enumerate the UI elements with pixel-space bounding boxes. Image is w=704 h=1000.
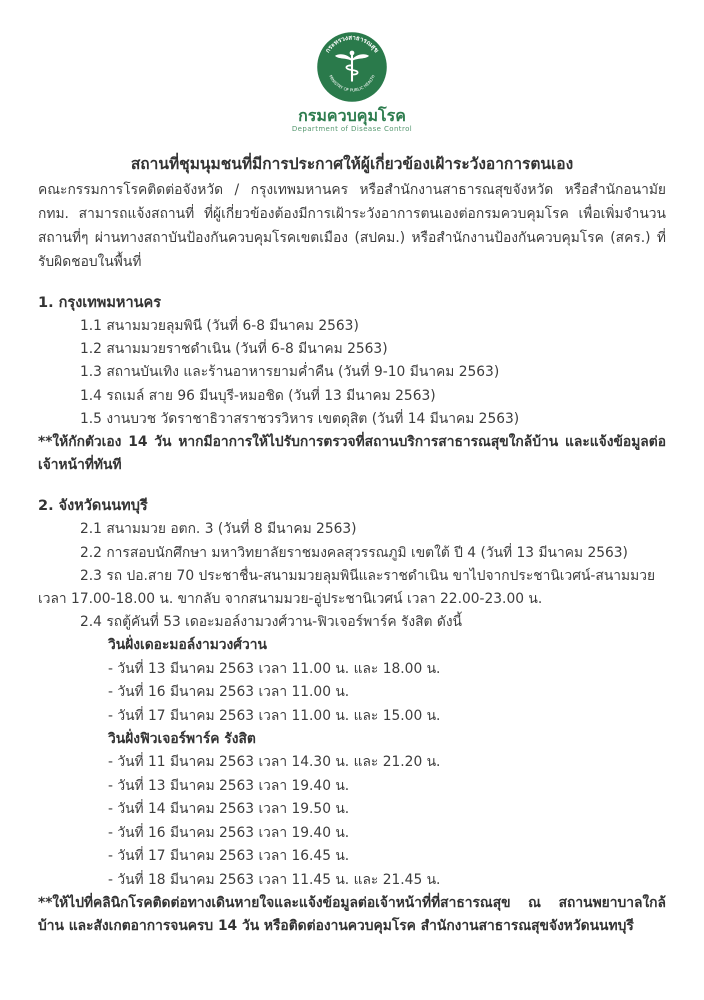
intro-paragraph: คณะกรรมการโรคติดต่อจังหวัด / กรุงเทพมหานคร หรือสำนักงานสาธารณสุขจังหวัด หรือสำนักอนามัย กทม. สามารถแจ้งสถานที่ ที่ผู้เกี่ยวข้องต้องมีการเฝ้าระวังอาการตนเองต่อกรมควบคุมโรค เพื่อเพิ่มจำนวนสถานที่ๆ ผ่านทางสถาบันป้องกันควบคุมโรคเขตเมือง (สปคม.) หรือสำนักงานป้องกันควบคุมโรค (สคร.) ที่รับผิดชอบในพื้นที่ <box>38 182 666 270</box>
sublist-entry: - วันที่ 17 มีนาคม 2563 เวลา 16.45 น. <box>108 848 350 865</box>
sublist-entry: - วันที่ 16 มีนาคม 2563 เวลา 19.40 น. <box>108 824 350 841</box>
section-heading-nonthaburi: 2. จังหวัดนนทบุรี <box>38 498 148 515</box>
moph-seal-icon <box>315 30 389 104</box>
list-item: 1.1 สนามมวยลุมพินี (วันที่ 6-8 มีนาคม 2563) <box>80 318 359 334</box>
sublist-title-futurepark: วินฝั่งฟิวเจอร์พาร์ค รังสิต <box>108 731 256 748</box>
sublist-title-themall: วินฝั่งเดอะมอล์งามวงศ์วาน <box>108 637 267 654</box>
page-title: สถานที่ชุมนุมชนที่มีการประกาศให้ผู้เกี่ยวข้องเฝ้าระวังอาการตนเอง <box>130 155 574 173</box>
list-item: 2.2 การสอบนักศึกษา มหาวิทยาลัยราชมงคลสุวรรณภูมิ เขตใต้ ปี 4 (วันที่ 13 มีนาคม 2563) <box>80 544 628 561</box>
list-item: 1.4 รถเมล์ สาย 96 มีนบุรี-หมอชิด (วันที่ 13 มีนาคม 2563) <box>80 387 436 404</box>
quarantine-note-nonthaburi: **ให้ไปที่คลินิกโรคติดต่อทางเดินหายใจและแจ้งข้อมูลต่อเจ้าหน้าที่ที่สาธารณสุข ณ สถานพยาบาลใกล้บ้าน และสังเกตอาการจนครบ 14 วัน หรือติดต่องานควบคุมโรค สำนักงานสาธารณสุขจังหวัดนนทบุรี <box>38 894 666 935</box>
sublist-entry: - วันที่ 13 มีนาคม 2563 เวลา 11.00 น. และ 18.00 น. <box>108 660 441 677</box>
list-item: 2.1 สนามมวย อตก. 3 (วันที่ 8 มีนาคม 2563) <box>80 521 357 538</box>
sublist-entry: - วันที่ 14 มีนาคม 2563 เวลา 19.50 น. <box>108 801 350 818</box>
sublist-entry: - วันที่ 11 มีนาคม 2563 เวลา 14.30 น. และ 21.20 น. <box>108 754 441 771</box>
section-heading-bangkok: 1. กรุงเทพมหานคร <box>38 295 162 311</box>
seal-arc-top-text: กระทรวงสาธารณสุข <box>324 34 380 55</box>
list-item: 2.4 รถตู้คันที่ 53 เดอะมอล์งามวงศ์วาน-ฟิวเจอร์พาร์ค รังสิต ดังนี้ <box>80 614 462 631</box>
sublist-entry: - วันที่ 16 มีนาคม 2563 เวลา 11.00 น. <box>108 684 350 701</box>
quarantine-note-bangkok: **ให้กักตัวเอง 14 วัน หากมีอาการให้ไปรับการตรวจที่สถานบริการสาธารณสุขใกล้บ้าน และแจ้งข้อมูลต่อเจ้าหน้าที่ทันที <box>38 434 666 474</box>
org-name-english: Department of Disease Control <box>291 125 413 133</box>
sublist-entry: - วันที่ 17 มีนาคม 2563 เวลา 11.00 น. และ 15.00 น. <box>108 707 441 724</box>
list-item: 2.3 รถ ปอ.สาย 70 ประชาชื่น-สนามมวยลุมพินีและราชดำเนิน ขาไปจากประชานิเวศน์-สนามมวย เวลา 17.00-18.00 น. ขากลับ จากสนามมวย-อู่ประชานิเวศน์ เวลา 22.00-23.00 น. <box>38 567 656 608</box>
list-item: 1.5 งานบวช วัดราชาธิวาสราชวรวิหาร เขตดุสิต (วันที่ 14 มีนาคม 2563) <box>80 410 520 427</box>
ministry-header <box>38 30 666 134</box>
sublist-entry: - วันที่ 13 มีนาคม 2563 เวลา 19.40 น. <box>108 777 350 794</box>
sublist-entry: - วันที่ 18 มีนาคม 2563 เวลา 11.45 น. และ 21.45 น. <box>108 871 441 888</box>
org-name-thai: กรมควบคุมโรค <box>298 106 406 125</box>
list-item: 1.3 สถานบันเทิง และร้านอาหารยามค่ำคืน (วันที่ 9-10 มีนาคม 2563) <box>80 364 500 381</box>
seal-arc-bottom-text: MINISTRY OF PUBLIC HEALTH <box>328 74 376 93</box>
list-item: 1.2 สนามมวยราชดำเนิน (วันที่ 6-8 มีนาคม 2563) <box>80 341 388 358</box>
